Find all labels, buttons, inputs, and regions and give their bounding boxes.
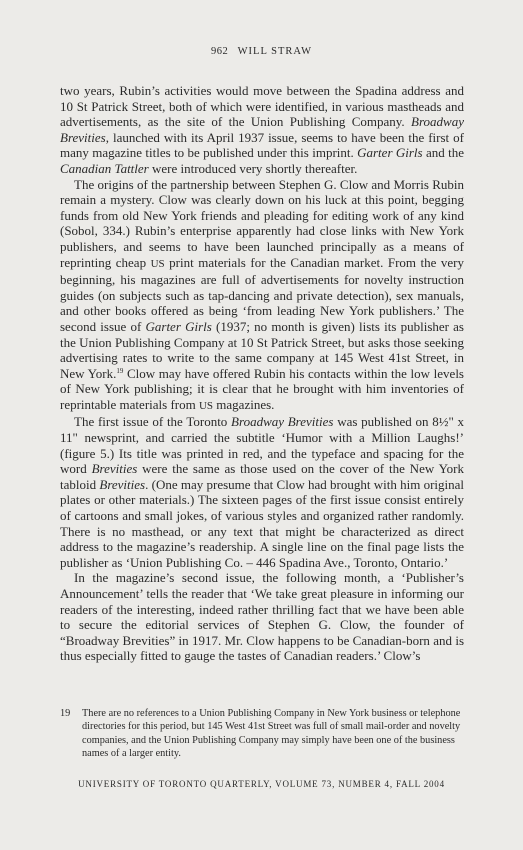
text-run: were introduced very shortly thereafter. xyxy=(148,160,358,176)
text-run: two years, Rubin’s activities would move between the Spadina address and 10 St Patrick Street, both of which were identified, in various mastheads and advertisements, as the site of the Union Publishing Company. xyxy=(60,83,464,130)
italic-run: Garter Girls xyxy=(357,145,423,161)
paragraph-1 xyxy=(60,83,464,177)
italic-run: Broadway Brevities xyxy=(60,114,464,145)
italic-run: Brevities xyxy=(99,476,146,492)
text-run: In the magazine’s second issue, the following month, a ‘Publisher’s Announcement’ tells the reader that ‘We take great pleasure in informing our readers of the interesting, indeed rather thrilling fact that we have been able to secure the editorial services of Stephen G. Clow, the founder of “Broadway Brevities” in 1917. Mr. Clow happens to be Canadian-born and is thus especially fitted to gauge the tastes of Canadian readers.’ Clow’s xyxy=(60,570,464,664)
text-run: were the same as those used on the cover of the New York tabloid xyxy=(60,461,464,492)
running-header xyxy=(0,46,523,57)
text-run: , launched with its April 1937 issue, seems to have been the first of many magazine titles to be published under this imprint. xyxy=(60,129,464,161)
small-caps-run: US xyxy=(198,399,214,412)
text-run: was published on 8½" x 11" newsprint, and carried the subtitle ‘Humor with a Million Laughs!’ (figure 5.) Its title was printed in red, and the typeface and spacing for the word xyxy=(60,414,464,477)
text-run: magazines. xyxy=(213,396,275,412)
text-run: and the xyxy=(422,145,464,161)
paragraph-3 xyxy=(60,414,464,570)
paragraph-4 xyxy=(60,570,464,664)
small-caps-run: US xyxy=(150,257,165,270)
footnote-number: 19 xyxy=(60,708,71,719)
footnote-text: There are no references to a Union Publishing Company in New York business or telephone directories for this period, but 145 West 41st Street was full of small mail-order and novelty companies, and the Union Publishing Company may simply have been one of the business names of a larger entity. xyxy=(82,708,461,760)
footnote xyxy=(60,707,464,761)
running-head-author: WILL STRAW xyxy=(237,46,313,57)
italic-run: Canadian Tattler xyxy=(60,160,149,176)
paragraph-2 xyxy=(60,177,464,415)
footnote-ref: 19 xyxy=(116,366,124,375)
italic-run: Broadway Brevities xyxy=(231,414,334,430)
text-run: (1937; no month is given) lists its publisher as the Union Publishing Company at 10 St Patrick Street, but asks those seeking advertising rates to write to the same company at 145 West 41st Street, in New York. xyxy=(60,318,464,381)
journal-footer: UNIVERSITY OF TORONTO QUARTERLY, VOLUME 73, NUMBER 4, FALL 2004 xyxy=(78,779,445,789)
italic-run: Brevities xyxy=(91,461,138,477)
text-run: The first issue of the Toronto xyxy=(74,414,232,430)
text-run: Clow may have offered Rubin his contacts within the low levels of New York publishing; it is clear that he brought with him inventories of reprintable materials from xyxy=(60,365,464,412)
body-text xyxy=(60,83,464,664)
text-run: The origins of the partnership between Stephen G. Clow and Morris Rubin remain a mystery. Clow was clearly down on his luck at this point, begging funds from old New York friends and pleading for editing work of any kind (Sobol, 334.) Rubin’s enterprise apparently had close links with New York publishers, and seems to have been launched principally as a means of reprinting cheap xyxy=(60,176,464,270)
italic-run: Garter Girls xyxy=(145,318,212,334)
page-number: 962 xyxy=(210,46,229,57)
text-run: print materials for the Canadian market. From the very beginning, his magazines are full of advertisements for novelty instruction guides (on subjects such as tap-dancing and private detection), sex manuals, and other books offered as being ‘from leading New York publishers.’ The second issue of xyxy=(60,254,465,334)
text-run: . (One may presume that Clow had brought with him original plates or other materials.) The sixteen pages of the first issue consist entirely of cartoons and small jokes, of various styles and organized rather randomly. There is no masthead, or any text that might be characterized as direct address to the magazine’s readership. A single line on the final page lists the publisher as ‘Union Publishing Co. – 446 Spadina Ave., Toronto, Ontario.’ xyxy=(60,476,464,570)
